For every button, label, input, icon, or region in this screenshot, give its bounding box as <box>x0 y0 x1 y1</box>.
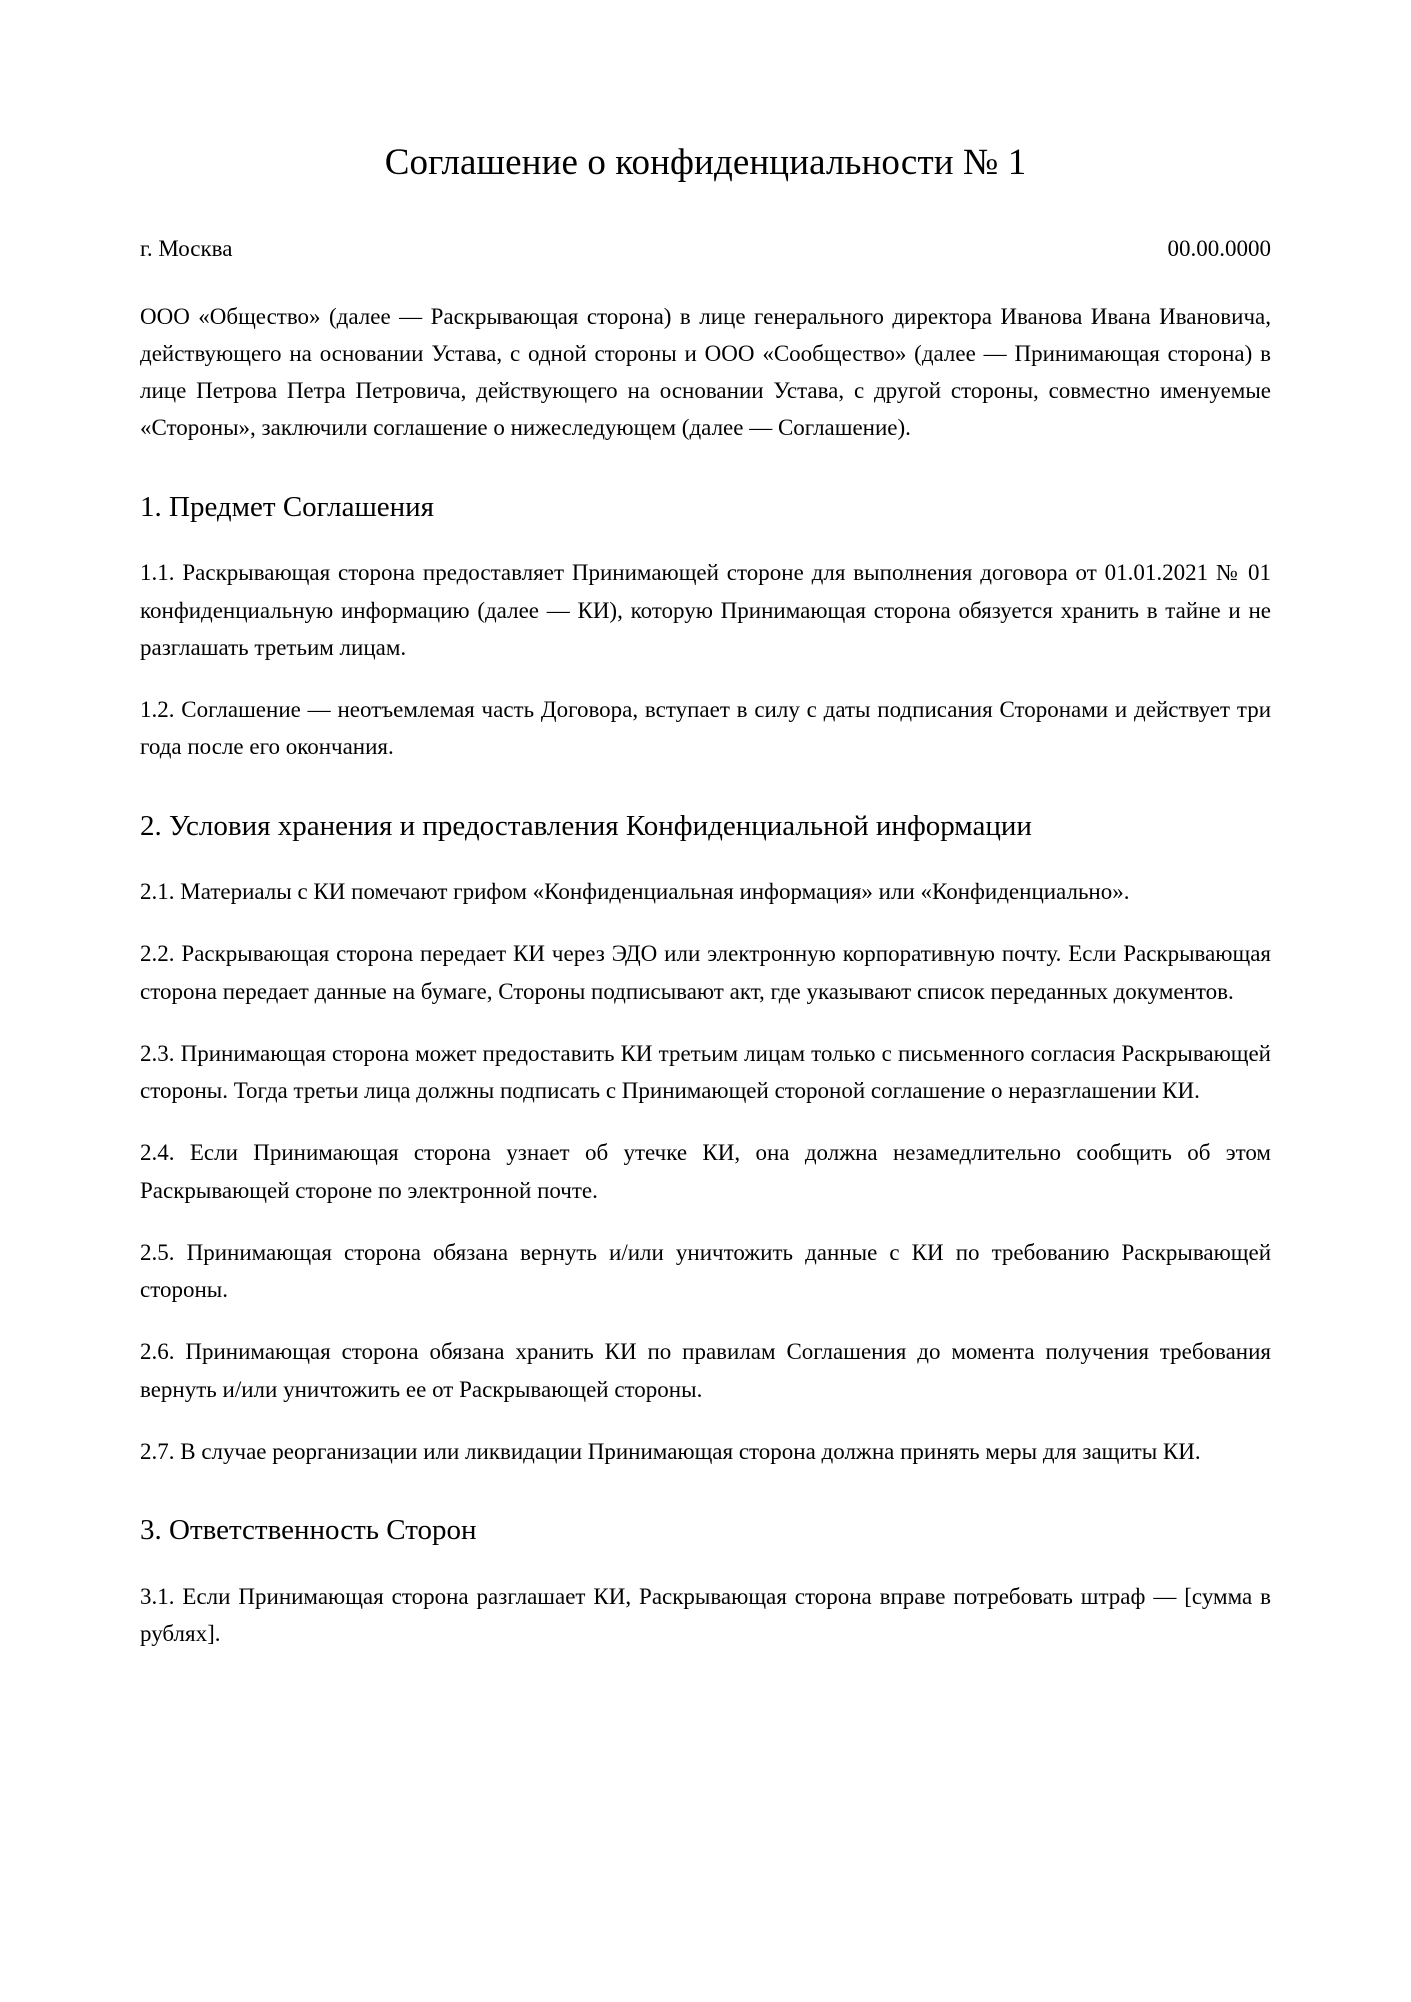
clause-2-3: 2.3. Принимающая сторона может предоставить КИ третьим лицам только с письменного согласия Раскрывающей стороны. Тогда третьи лица должны подписать с Принимающей стороной соглашение о неразглашении КИ. <box>140 1040 1271 1104</box>
document-place: г. Москва <box>140 236 233 262</box>
section-heading-2: 2. Условия хранения и предоставления Конфиденциальной информации <box>140 809 1032 842</box>
clause-2-5: 2.5. Принимающая сторона обязана вернуть и/или уничтожить данные с КИ по требованию Раскрывающей стороны. <box>140 1239 1271 1303</box>
clause-3-1: 3.1. Если Принимающая сторона разглашает КИ, Раскрывающая сторона вправе потребовать штраф — [сумма в рублях]. <box>140 1583 1271 1647</box>
clause-1-2: 1.2. Соглашение — неотъемлемая часть Договора, вступает в силу с даты подписания Сторонами и действует три года после его окончания. <box>140 697 1271 760</box>
section-heading-1: 1. Предмет Соглашения <box>140 490 435 523</box>
document-meta-row <box>140 232 1271 265</box>
clause-2-4: 2.4. Если Принимающая сторона узнает об утечке КИ, она должна незамедлительно сообщить об этом Раскрывающей стороне по электронной почте. <box>140 1140 1271 1203</box>
clause-2-7: 2.7. В случае реорганизации или ликвидации Принимающая сторона должна принять меры для защиты КИ. <box>140 1438 1201 1464</box>
clause-2-6: 2.6. Принимающая сторона обязана хранить КИ по правилам Соглашения до момента получения требования вернуть и/или уничтожить ее от Раскрывающей стороны. <box>140 1339 1271 1402</box>
preamble-paragraph: ООО «Общество» (далее — Раскрывающая сторона) в лице генерального директора Иванова Ивана Ивановича, действующего на основании Устава, с одной стороны и ООО «Сообщество» (далее — Принимающая сторона) в лице Петрова Петра Петровича, действующего на основании Устава, с другой стороны, совместно именуемые «Стороны», заключили соглашение о нижеследующем (далее — Соглашение). <box>140 303 1271 441</box>
document-content <box>140 0 1271 1652</box>
document-date: 00.00.0000 <box>1167 236 1271 262</box>
clause-2-1: 2.1. Материалы с КИ помечают грифом «Конфиденциальная информация» или «Конфиденциально». <box>140 879 1130 905</box>
section-heading-3: 3. Ответственность Сторон <box>140 1514 477 1547</box>
page-title: Соглашение о конфиденциальности № 1 <box>384 142 1027 183</box>
clause-2-2: 2.2. Раскрывающая сторона передает КИ через ЭДО или электронную корпоративную почту. Если Раскрывающая сторона передает данные на бумаге, Стороны подписывают акт, где указывают список переданных документов. <box>140 941 1271 1004</box>
clause-1-1: 1.1. Раскрывающая сторона предоставляет Принимающей стороне для выполнения договора от 01.01.2021 № 01 конфиденциальную информацию (далее — КИ), которую Принимающая сторона обязуется хранить в тайне и не разглашать третьим лицам. <box>140 560 1271 660</box>
